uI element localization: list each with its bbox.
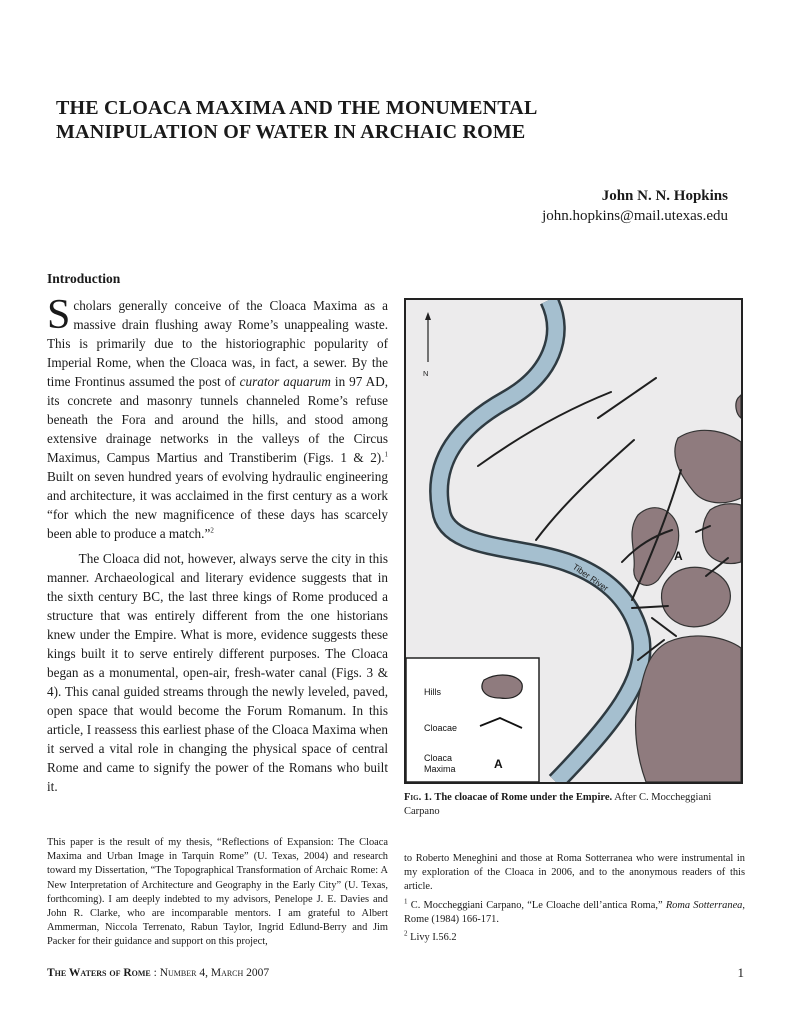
- footnotes-right: [404, 852, 745, 949]
- author-email[interactable]: john.hopkins@mail.utexas.edu: [542, 208, 728, 224]
- north-label: N: [423, 369, 429, 378]
- map-drawing: [406, 300, 741, 782]
- hill-5: [636, 636, 741, 782]
- paragraph-1-text-c: Built on seven hundred years of evolving hydraulic engineering and architecture, it was acclaimed in the first century as a work “for which the new magnificence of these days has scarcely been able to produce a match.”: [47, 469, 388, 541]
- figure-1-map: [404, 298, 743, 784]
- footnote-2: [404, 931, 745, 945]
- running-footer: [47, 967, 269, 979]
- article-title-line-2: MANIPULATION OF WATER IN ARCHAIC ROME: [56, 121, 526, 143]
- issue-info: : Number 4, March 2007: [150, 967, 270, 979]
- hill-4: [661, 567, 730, 627]
- footnote-1-text-b: , Rome (1984) 166-171.: [404, 899, 745, 925]
- legend-hills-label: Hills: [424, 687, 441, 697]
- body-column: [47, 292, 389, 796]
- footnote-1-italic: Roma Sotterranea: [665, 899, 743, 911]
- drop-cap: S: [47, 292, 71, 338]
- author-block: [542, 186, 728, 226]
- footnote-ref-1[interactable]: 1: [384, 450, 388, 459]
- caption-credit: After C. Moccheggiani Carpano: [404, 792, 712, 817]
- legend-cloaca-maxima-line2: Maxima: [424, 764, 456, 774]
- footnote-1: [404, 899, 745, 927]
- footnote-ref-2[interactable]: 2: [210, 526, 214, 535]
- journal-name: The Waters of Rome: [47, 967, 151, 979]
- acknowledgment-note: This paper is the result of my thesis, “Reflections of Expansion: The Cloaca Maxima and Urban Image in Tarquin Rome” (U. Texas, 2004) and research toward my Dissertation, “The Topographical Transformation of Archaic Rome: A New Interpretation of Architecture and Geography in the Early City” (U. Texas, forthcoming). I am deeply indebted to my advisors, Penelope J. E. Davies and John R. Clarke, who are incomparable mentors. I am grateful to Albert Ammerman, Niccola Terrenato, Rabun Taylor, Ingrid Edlund-Berry and Jim Packer for their guidance and support on this project,: [47, 837, 388, 948]
- legend-marker-label: A: [494, 757, 503, 771]
- legend-cloacae-label: Cloacae: [424, 723, 458, 733]
- caption-label: Fig. 1.: [404, 792, 432, 803]
- article-title-line-1: THE CLOACA MAXIMA AND THE MONUMENTAL: [56, 97, 538, 119]
- section-heading: Introduction: [47, 271, 121, 286]
- paragraph-1-italic: curator aquarum: [239, 374, 331, 389]
- caption-title: The cloacae of Rome under the Empire.: [434, 792, 613, 803]
- paragraph-1-text-a: cholars generally conceive of the Cloaca Maxima as a massive drain flushing away Rome’s unappealing waste. This is primarily due to the historiographic popularity of Imperial Rome, when the Cloaca was, in fact, a sewer. By the time Frontinus assumed the post of: [47, 298, 388, 389]
- footnote-2-text: Livy I.56.2: [407, 932, 457, 944]
- footnote-2-number: 2: [404, 929, 408, 938]
- paragraph-1-text-b: in 97 AD, its concrete and masonry tunnels channeled Rome’s refuse beneath the Fora and around the hills, and stood among extensive drainage networks in the valleys of the Circus Maximus, Campus Martius and Transtiberim (Figs. 1 & 2).: [47, 374, 389, 465]
- cloaca-maxima-marker: A: [674, 549, 683, 563]
- hill-3: [703, 504, 741, 564]
- page-number: 1: [737, 965, 744, 980]
- acknowledgment-note-continued: to Roberto Meneghini and those at Roma Sotterranea who were instrumental in my exploration of the Cloaca in 2006, and to the anonymous readers of this article.: [404, 853, 745, 893]
- footnote-1-number: 1: [404, 897, 408, 906]
- paragraph-2: The Cloaca did not, however, always serve the city in this manner. Archaeological and literary evidence suggests that in the sixth century BC, the last three kings of Rome produced a structure that was entirely different from the one historians knew under the Empire. What is more, evidence suggests these kings built it to serve entirely different purposes. The Cloaca began as a monumental, open-air, fresh-water canal (Figs. 3 & 4). This canal guided streams through the newly leveled, paved, open space that would become the Forum Romanum. In this article, I reassess this earliest phase of the Cloaca Maxima when it served a vital role in changing the physical space of central Rome and came to signify the power of the Romans who built it.: [47, 551, 388, 794]
- footnote-1-text-a: C. Moccheggiani Carpano, “Le Cloache dell’antica Roma,”: [407, 899, 666, 911]
- article-title: [56, 96, 696, 144]
- paragraph-1: [47, 292, 389, 543]
- map-legend: [406, 658, 539, 782]
- author-name: John N. N. Hopkins: [601, 188, 728, 204]
- legend-hill-swatch: [482, 675, 522, 698]
- figure-caption: [404, 791, 749, 819]
- legend-cloaca-maxima-line1: Cloaca: [424, 753, 453, 763]
- river-label: Tiber River: [570, 561, 611, 594]
